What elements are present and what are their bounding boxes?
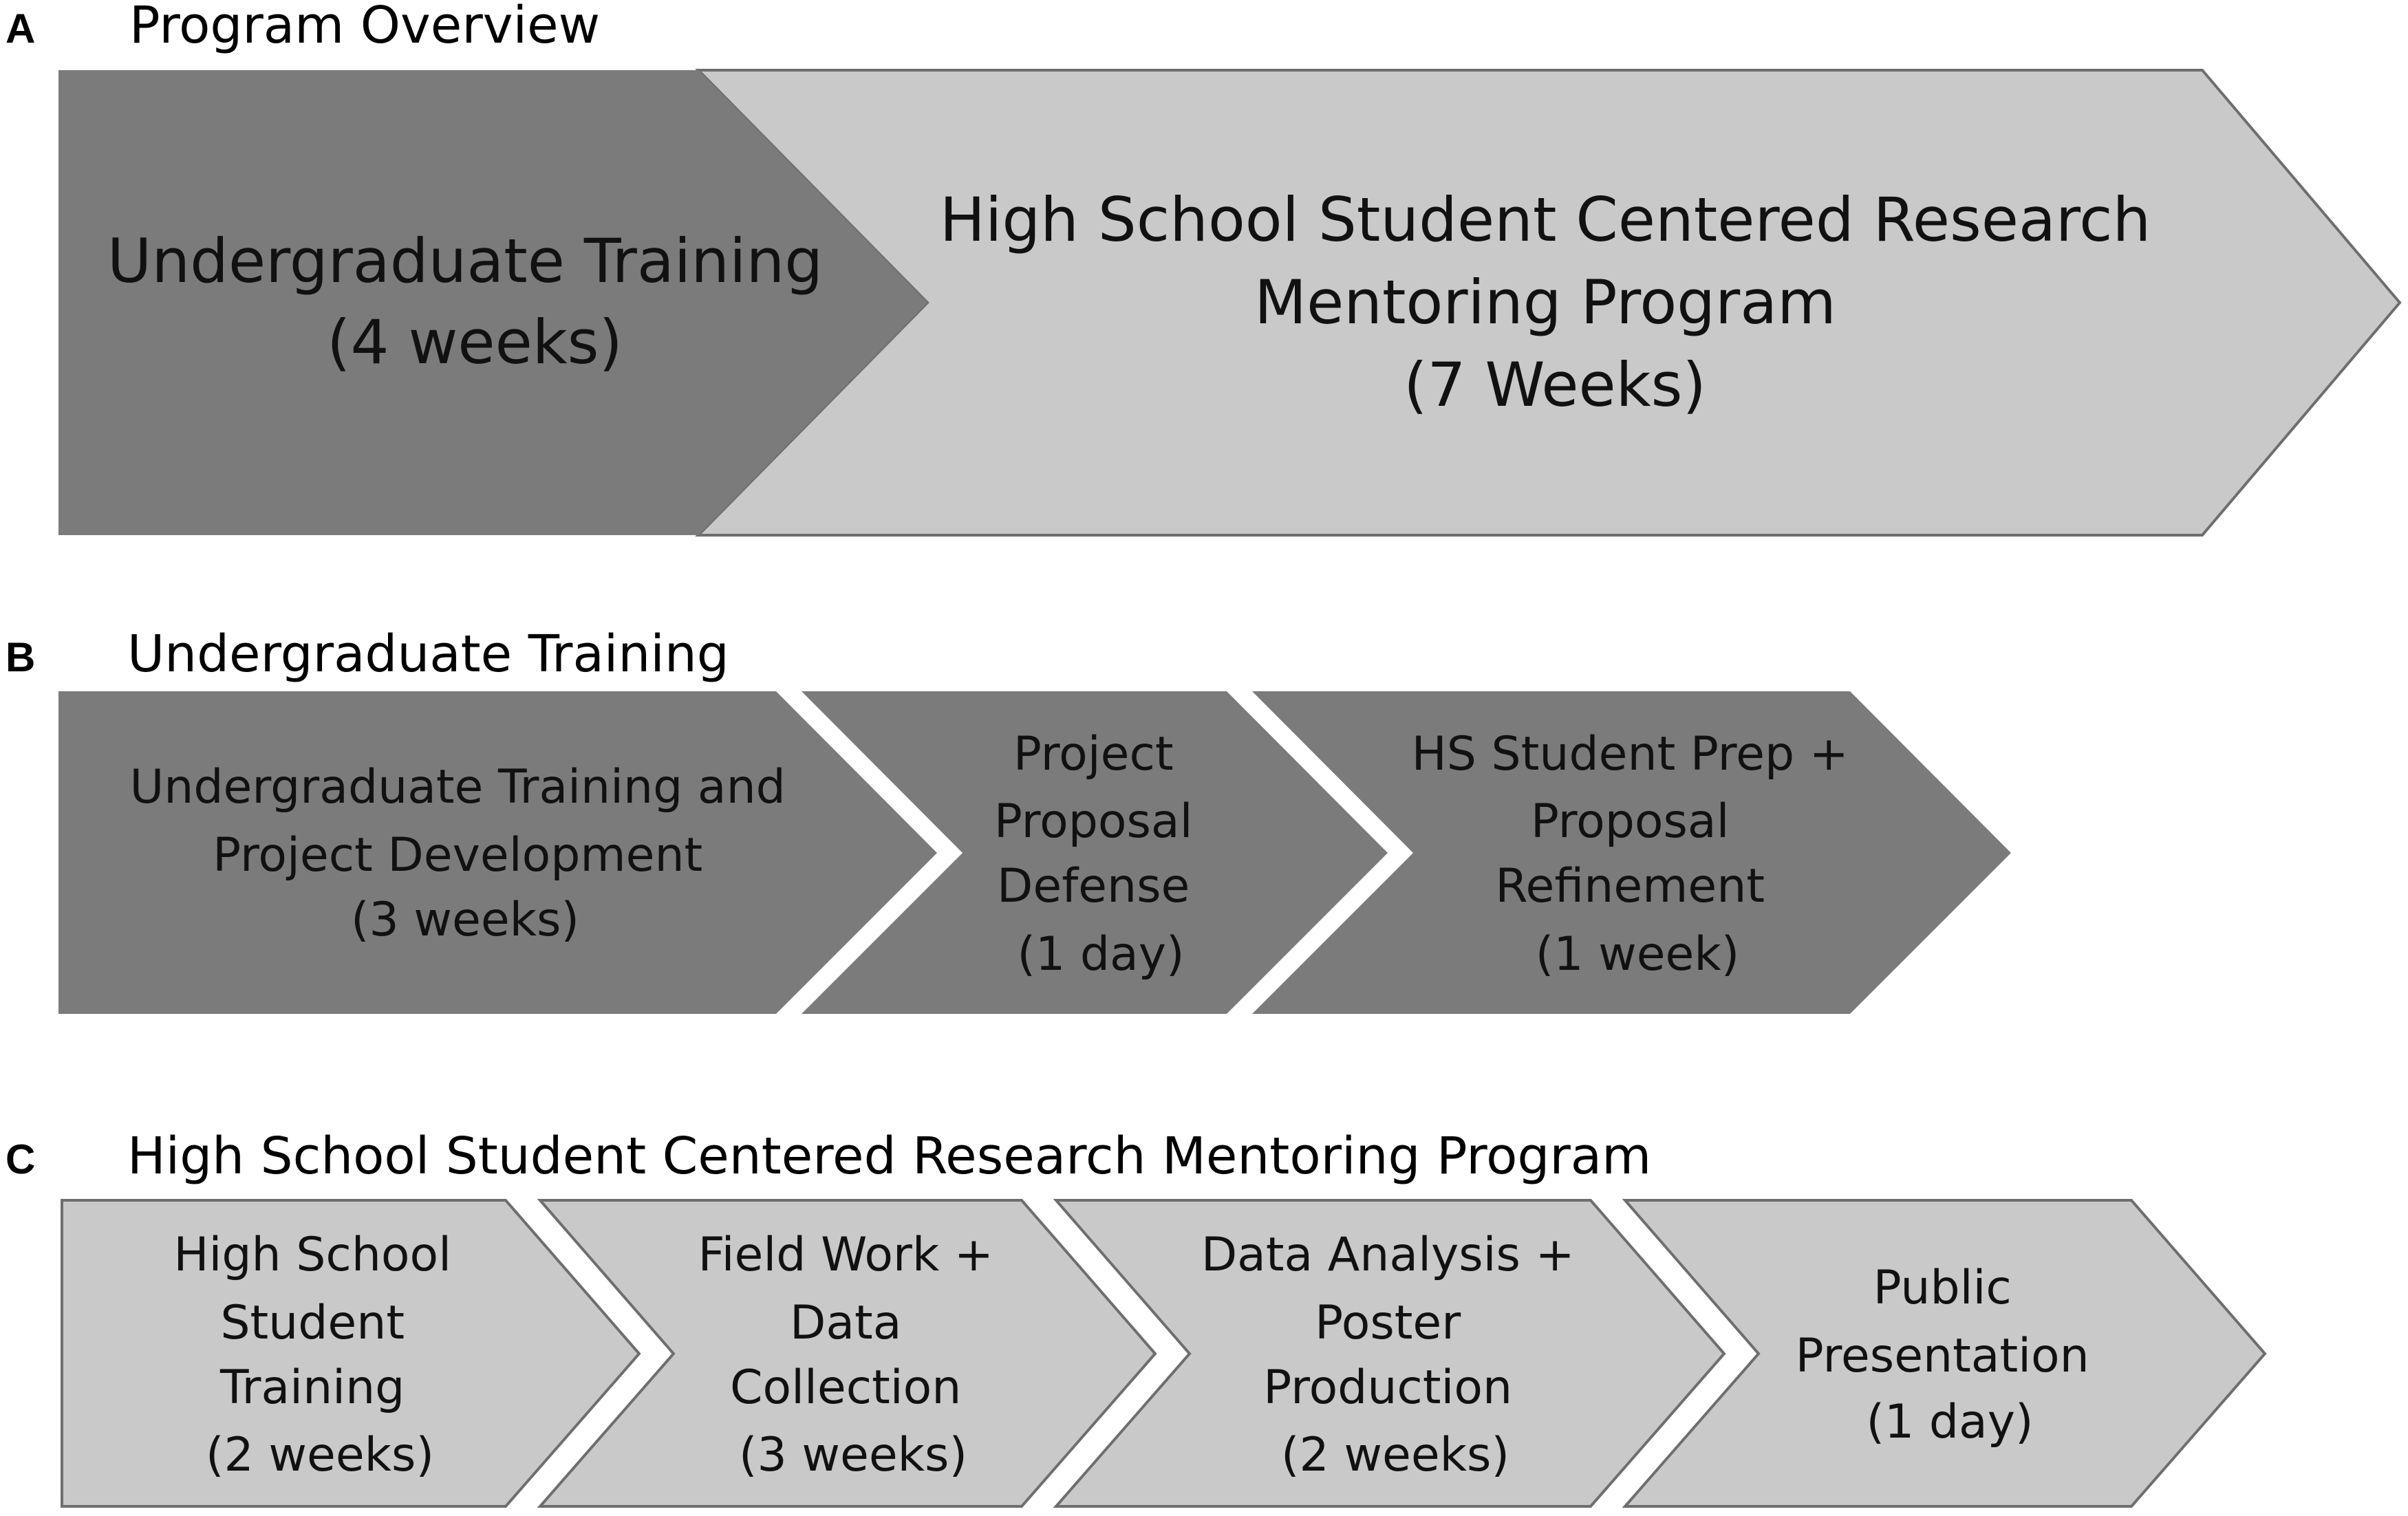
label-line: Data bbox=[790, 1296, 902, 1350]
label-line: (7 Weeks) bbox=[1404, 349, 1706, 420]
label-line: (4 weeks) bbox=[327, 307, 623, 378]
label-line: Proposal bbox=[993, 794, 1193, 849]
label-line: Collection bbox=[730, 1361, 962, 1415]
label-line: High School Student Centered Research bbox=[939, 184, 2151, 255]
label-line: Production bbox=[1263, 1361, 1513, 1415]
label-line: High School bbox=[173, 1228, 452, 1282]
label-line: (1 day) bbox=[1017, 927, 1185, 982]
label-line: Public bbox=[1873, 1261, 2012, 1315]
label-line: Field Work + bbox=[698, 1228, 993, 1282]
label-line: Proposal bbox=[1530, 794, 1730, 849]
label-line: Undergraduate Training bbox=[107, 226, 824, 296]
label-line: (2 weeks) bbox=[205, 1428, 435, 1482]
label-line: Refinement bbox=[1495, 859, 1765, 913]
panel-a-letter: A bbox=[6, 6, 36, 52]
label-line: Data Analysis + bbox=[1201, 1228, 1575, 1282]
panel-b-letter: B bbox=[6, 634, 36, 680]
label-line: Defense bbox=[997, 859, 1190, 913]
label-line: (3 weeks) bbox=[738, 1428, 968, 1482]
label-line: Poster bbox=[1315, 1296, 1461, 1350]
panel-c-title: High School Student Centered Research Mentoring Program bbox=[127, 1127, 1652, 1186]
panel-b-title: Undergraduate Training bbox=[127, 625, 729, 684]
label-line: Presentation bbox=[1795, 1329, 2089, 1383]
label-line: (1 day) bbox=[1866, 1395, 2034, 1449]
label-line: (1 week) bbox=[1535, 927, 1740, 982]
label-line: (2 weeks) bbox=[1280, 1428, 1510, 1482]
label-line: (3 weeks) bbox=[350, 893, 580, 947]
panel-c-letter: C bbox=[6, 1136, 36, 1182]
label-line: HS Student Prep + bbox=[1411, 727, 1849, 781]
label-line: Student bbox=[220, 1296, 405, 1350]
panel-a-title: Program Overview bbox=[129, 0, 601, 55]
label-line: Project Development bbox=[213, 828, 703, 882]
label-line: Training bbox=[220, 1361, 405, 1415]
label-line: Undergraduate Training and bbox=[129, 760, 786, 814]
label-line: Project bbox=[1013, 727, 1174, 781]
label-line: Mentoring Program bbox=[1254, 267, 1836, 338]
